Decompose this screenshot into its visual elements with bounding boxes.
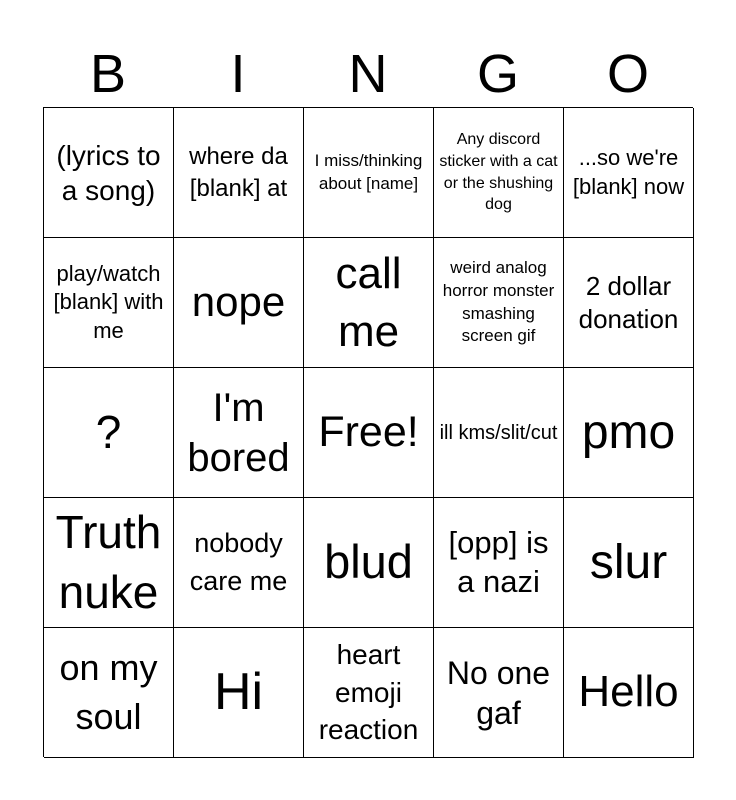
bingo-cell-r2-c2[interactable] [304,368,434,498]
cell-text: ? [95,405,122,458]
cell-text: where da [blank] at [189,143,288,202]
cell-text: Truth nuke [55,505,162,618]
bingo-cell-r0-c2[interactable] [304,108,434,238]
cell-text: [opp] is a nazi [448,524,549,599]
bingo-cell-r0-c1[interactable] [174,108,304,238]
cell-text: I'm bored [187,385,290,480]
cell-text: on my soul [59,646,158,737]
bingo-cell-r0-c0[interactable] [44,108,174,238]
cell-text: call me [335,249,402,356]
bingo-cell-r2-c0[interactable] [44,368,174,498]
header-letter-g: G [476,44,519,104]
bingo-cell-r1-c4[interactable] [564,238,694,368]
bingo-cell-r4-c4[interactable] [564,628,694,758]
cell-text: play/watch [blank] with me [53,260,164,343]
bingo-grid [43,107,693,757]
header-letter-o: O [606,44,649,104]
cell-text: pmo [581,405,676,459]
cell-text: heart emoji reaction [318,638,419,746]
bingo-cell-r3-c3[interactable] [434,498,564,628]
cell-text: nobody care me [189,527,288,596]
cell-text: ill kms/slit/cut [439,421,558,444]
bingo-cell-r3-c0[interactable] [44,498,174,628]
bingo-header [43,42,693,106]
bingo-cell-r2-c3[interactable] [434,368,564,498]
cell-text: slur [589,535,668,589]
bingo-cell-r2-c1[interactable] [174,368,304,498]
cell-text: (lyrics to a song) [56,139,161,206]
cell-text: 2 dollar donation [578,271,679,334]
header-letter-i: I [230,44,246,104]
header-letter-n: N [348,44,388,104]
bingo-cell-r1-c0[interactable] [44,238,174,368]
bingo-cell-r4-c2[interactable] [304,628,434,758]
cell-text: ...so we're [blank] now [572,144,685,199]
cell-text: weird analog horror monster smashing screen gif [442,257,555,346]
cell-text: Any discord sticker with a cat or the shushing dog [439,131,558,214]
cell-text: No one gaf [446,654,551,731]
cell-text: Hello [578,667,679,717]
cell-text: nope [191,278,286,326]
bingo-cell-r3-c2[interactable] [304,498,434,628]
bingo-cell-r3-c1[interactable] [174,498,304,628]
cell-text: blud [324,535,413,589]
header-letter-b: B [89,44,127,104]
bingo-cell-r4-c3[interactable] [434,628,564,758]
bingo-cell-r1-c2[interactable] [304,238,434,368]
bingo-cell-r2-c4[interactable] [564,368,694,498]
bingo-cell-r0-c3[interactable] [434,108,564,238]
bingo-cell-r1-c3[interactable] [434,238,564,368]
bingo-cell-r4-c0[interactable] [44,628,174,758]
cell-text: I miss/thinking about [name] [314,150,423,193]
cell-text: Free! [318,407,419,456]
bingo-cell-r4-c1[interactable] [174,628,304,758]
cell-text: Hi [213,663,264,722]
bingo-cell-r3-c4[interactable] [564,498,694,628]
bingo-cell-r0-c4[interactable] [564,108,694,238]
bingo-cell-r1-c1[interactable] [174,238,304,368]
